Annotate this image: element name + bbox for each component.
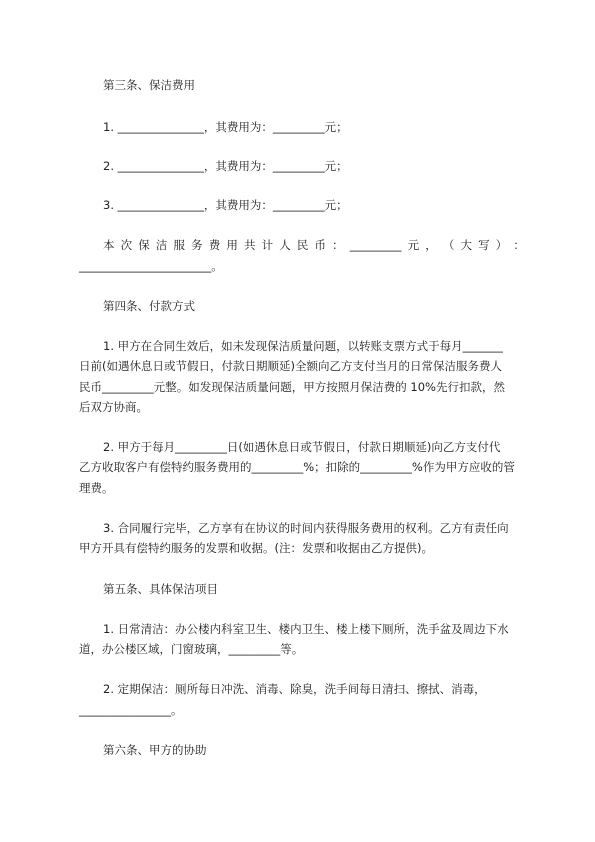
total-char: 次 xyxy=(120,238,133,252)
payment-para-2-line-2: 乙方收取客户有偿特约服务费用的_________%；扣除的_________%作为甲方应收的管 xyxy=(79,460,515,474)
cleaning-para-1-line-2: 道，办公楼区域，门窗玻璃，_________等。 xyxy=(79,642,304,656)
total-blank: _________ xyxy=(349,238,402,252)
payment-para-1-line-4: 后双方协商。 xyxy=(79,400,148,414)
payment-para-1-line-3: 民币_________元整。如发现保洁质量问题，甲方按照月保洁费的 10%先行扣款，然 xyxy=(79,380,505,394)
payment-para-2-line-1: 2. 甲方于每月_________日(如遇休息日或节假日，付款日期顺延)向乙方支付代 xyxy=(103,440,501,454)
payment-para-2-line-3: 理费。 xyxy=(79,481,114,495)
total-char: 费 xyxy=(208,238,221,252)
fee-item-2: 2. _______________，其费用为：_________元； xyxy=(103,159,348,173)
total-char: 共 xyxy=(244,238,256,252)
total-char: 元 xyxy=(407,238,420,252)
payment-para-1-line-1: 1. 甲方在合同生效后，如未发现保洁质量问题，以转账支票方式于每月_______ xyxy=(103,339,503,353)
section-4-heading: 第四条、付款方式 xyxy=(103,299,195,313)
payment-para-3-line-1: 3. 合同履行完毕，乙方享有在协议的时间内获得服务费用的权利。乙方有责任向 xyxy=(103,521,509,535)
total-char: 保 xyxy=(138,238,150,252)
section-3-heading: 第三条、保洁费用 xyxy=(103,78,195,92)
total-char: 写 xyxy=(478,238,490,252)
total-char: 服 xyxy=(173,238,185,252)
total-char: 洁 xyxy=(155,238,168,252)
payment-para-3-line-2: 甲方开具有偿特约服务的发票和收据。(注：发票和收据由乙方提供)。 xyxy=(79,541,433,555)
cleaning-para-2-line-1: 2. 定期保洁：厕所每日冲洗、消毒、除臭，洗手间每日清扫、擦拭、消毒， xyxy=(103,682,486,696)
section-5-heading: 第五条、具体保洁项目 xyxy=(103,582,218,596)
fee-item-3: 3. _______________，其费用为：_________元； xyxy=(103,198,348,212)
total-char: 用 xyxy=(226,238,238,252)
section-6-heading: 第六条、甲方的协助 xyxy=(103,743,207,757)
total-char: 大 xyxy=(460,238,472,252)
total-char: 币 xyxy=(314,238,326,252)
total-fee-uppercase-blank: _______________________。 xyxy=(79,259,223,273)
total-char: ， xyxy=(425,238,437,252)
payment-para-1-line-2: 日前(如遇休息日或节假日，付款日期顺延)全额向乙方支付当月的日常保洁服务费人 xyxy=(79,359,502,373)
total-char: 务 xyxy=(191,238,203,252)
total-fee-line xyxy=(103,238,525,252)
total-char: 计 xyxy=(261,238,274,252)
total-char: （ xyxy=(442,238,455,252)
cleaning-para-1-line-1: 1. 日常清洁：办公楼内科室卫生、楼内卫生、楼上楼下厕所，洗手盆及周边下水 xyxy=(103,622,509,636)
cleaning-para-2-line-2: ________________。 xyxy=(79,703,183,717)
total-char: 本 xyxy=(103,238,115,252)
total-char: 人 xyxy=(279,238,291,252)
total-char: 民 xyxy=(296,238,309,252)
fee-item-1: 1. _______________，其费用为：_________元； xyxy=(103,120,348,134)
total-char: ： xyxy=(513,238,525,252)
total-char: ） xyxy=(495,238,508,252)
total-char: ： xyxy=(332,238,344,252)
